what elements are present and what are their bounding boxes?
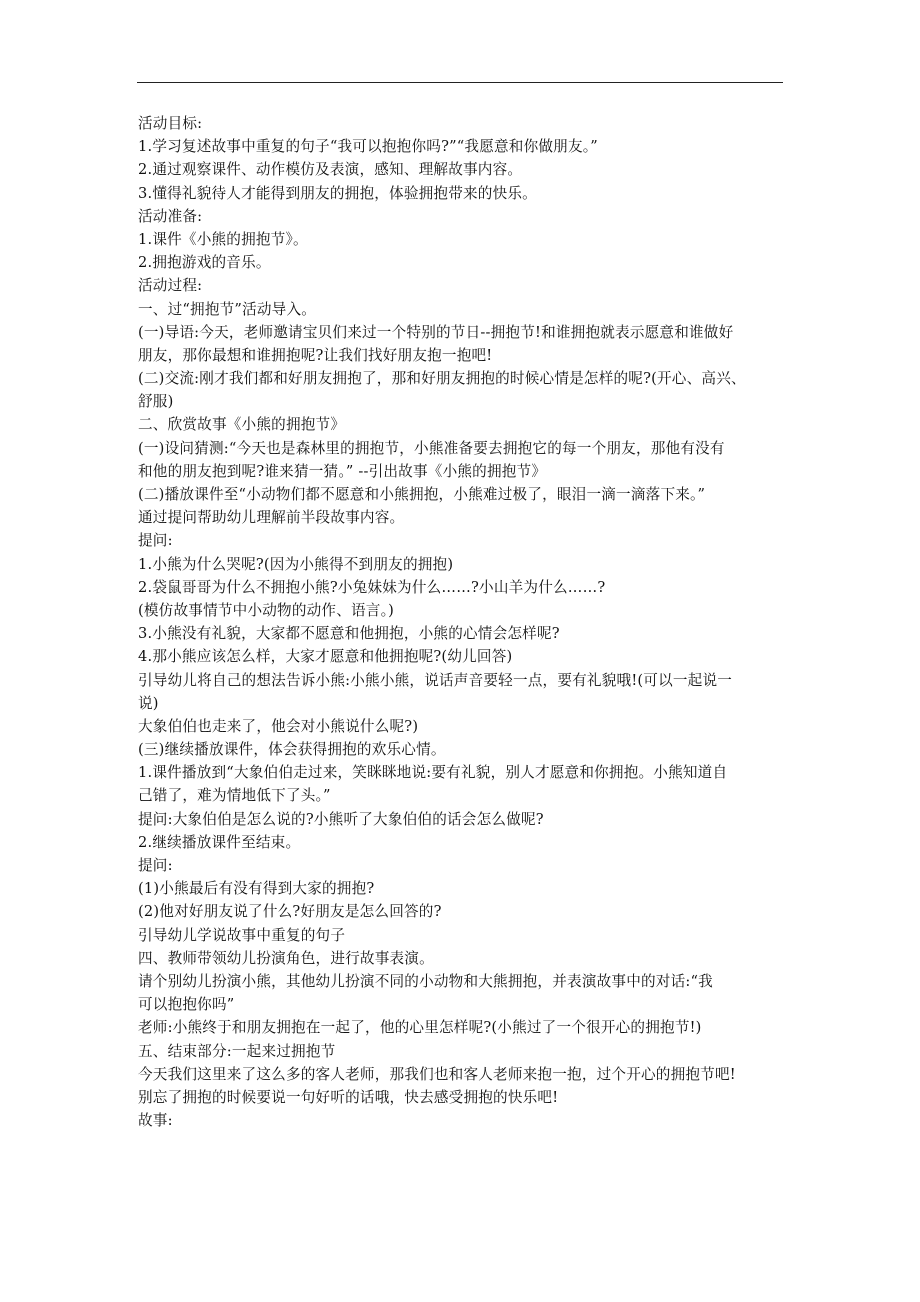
- text-line: 大象伯伯也走来了，他会对小熊说什么呢?): [138, 717, 419, 735]
- text-line: (一)导语:今天，老师邀请宝贝们来过一个特别的节日--拥抱节!和谁拥抱就表示愿意和谁做好: [138, 323, 734, 341]
- text-line: 活动准备:: [138, 207, 203, 225]
- text-line: 3.小熊没有礼貌，大家都不愿意和他拥抱，小熊的心情会怎样呢?: [138, 625, 560, 643]
- text-line: 2.通过观察课件、动作模仿及表演，感知、理解故事内容。: [138, 161, 523, 179]
- text-line: 五、结束部分:一起来过拥抱节: [138, 1042, 336, 1060]
- text-line: 说): [138, 694, 159, 712]
- text-line: 二、欣赏故事《小熊的拥抱节》: [138, 416, 346, 434]
- text-line: 通过提问帮助幼儿理解前半段故事内容。: [138, 509, 405, 527]
- text-line: 请个别幼儿扮演小熊，其他幼儿扮演不同的小动物和大熊拥抱，并表演故事中的对话:“我: [138, 972, 713, 990]
- text-line: 朋友，那你最想和谁拥抱呢?让我们找好朋友抱一抱吧!: [138, 346, 493, 364]
- text-line: 1.小熊为什么哭呢?(因为小熊得不到朋友的拥抱): [138, 555, 454, 573]
- text-line: 己错了，难为情地低下了头。”: [138, 787, 331, 805]
- text-line: 2.拥抱游戏的音乐。: [138, 254, 271, 272]
- text-line: 四、教师带领幼儿扮演角色，进行故事表演。: [138, 949, 434, 967]
- text-line: 2.继续播放课件至结束。: [138, 833, 301, 851]
- text-line: 提问:: [138, 532, 173, 550]
- text-line: 可以抱抱你吗”: [138, 996, 235, 1014]
- text-line: (2)他对好朋友说了什么?好朋友是怎么回答的?: [138, 903, 442, 921]
- text-line: (1)小熊最后有没有得到大家的拥抱?: [138, 880, 375, 898]
- text-line: (二)交流:刚才我们都和好朋友拥抱了，那和好朋友拥抱的时候心情是怎样的呢?(开心、高兴、: [138, 370, 746, 388]
- header-rule: [137, 82, 783, 83]
- text-line: (三)继续播放课件，体会获得拥抱的欢乐心情。: [138, 741, 446, 759]
- text-line: 故事:: [138, 1112, 173, 1130]
- text-line: (模仿故事情节中小动物的动作、语言。): [138, 601, 394, 619]
- text-line: 提问:: [138, 857, 173, 874]
- text-line: 3.懂得礼貌待人才能得到朋友的拥抱，体验拥抱带来的快乐。: [138, 184, 537, 202]
- document-body: [138, 112, 786, 1132]
- text-line: 和他的朋友抱到呢?谁来猜一猜。” --引出故事《小熊的拥抱节》: [138, 462, 547, 480]
- text-line: (二)播放课件至“小动物们都不愿意和小熊拥抱，小熊难过极了，眼泪一滴一滴落下来。”: [138, 486, 706, 503]
- text-line: 舒服): [138, 393, 174, 411]
- text-line: 1.课件《小熊的拥抱节》。: [138, 230, 308, 248]
- text-line: 引导幼儿学说故事中重复的句子: [138, 926, 346, 944]
- text-line: 活动目标:: [138, 115, 203, 132]
- text-line: 2.袋鼠哥哥为什么不拥抱小熊?小兔妹妹为什么……?小山羊为什么……?: [138, 578, 606, 596]
- text-line: 1.课件播放到“大象伯伯走过来，笑眯眯地说:要有礼貌，别人才愿意和你拥抱。小熊知道自: [138, 764, 728, 782]
- text-line: 引导幼儿将自己的想法告诉小熊:小熊小熊，说话声音要轻一点，要有礼貌哦!(可以一起说一: [138, 671, 733, 689]
- text-line: 1.学习复述故事中重复的句子“我可以抱抱你吗?”“我愿意和你做朋友。”: [138, 138, 598, 156]
- text-line: (一)设问猜测:“今天也是森林里的拥抱节，小熊准备要去拥抱它的每一个朋友，那他有没有: [138, 439, 725, 457]
- text-line: 别忘了拥抱的时候要说一句好听的话哦，快去感受拥抱的快乐吧!: [138, 1088, 559, 1106]
- text-line: 活动过程:: [138, 277, 203, 295]
- text-line: 今天我们这里来了这么多的客人老师，那我们也和客人老师来抱一抱，过个开心的拥抱节吧!: [138, 1065, 736, 1083]
- text-line: 4.那小熊应该怎么样，大家才愿意和他拥抱呢?(幼儿回答): [138, 648, 513, 666]
- text-line: 老师:小熊终于和朋友拥抱在一起了，他的心里怎样呢?(小熊过了一个很开心的拥抱节!): [138, 1019, 702, 1037]
- text-line: 提问:大象伯伯是怎么说的?小熊听了大象伯伯的话会怎么做呢?: [138, 810, 544, 828]
- text-line: 一、过“拥抱节”活动导入。: [138, 300, 317, 318]
